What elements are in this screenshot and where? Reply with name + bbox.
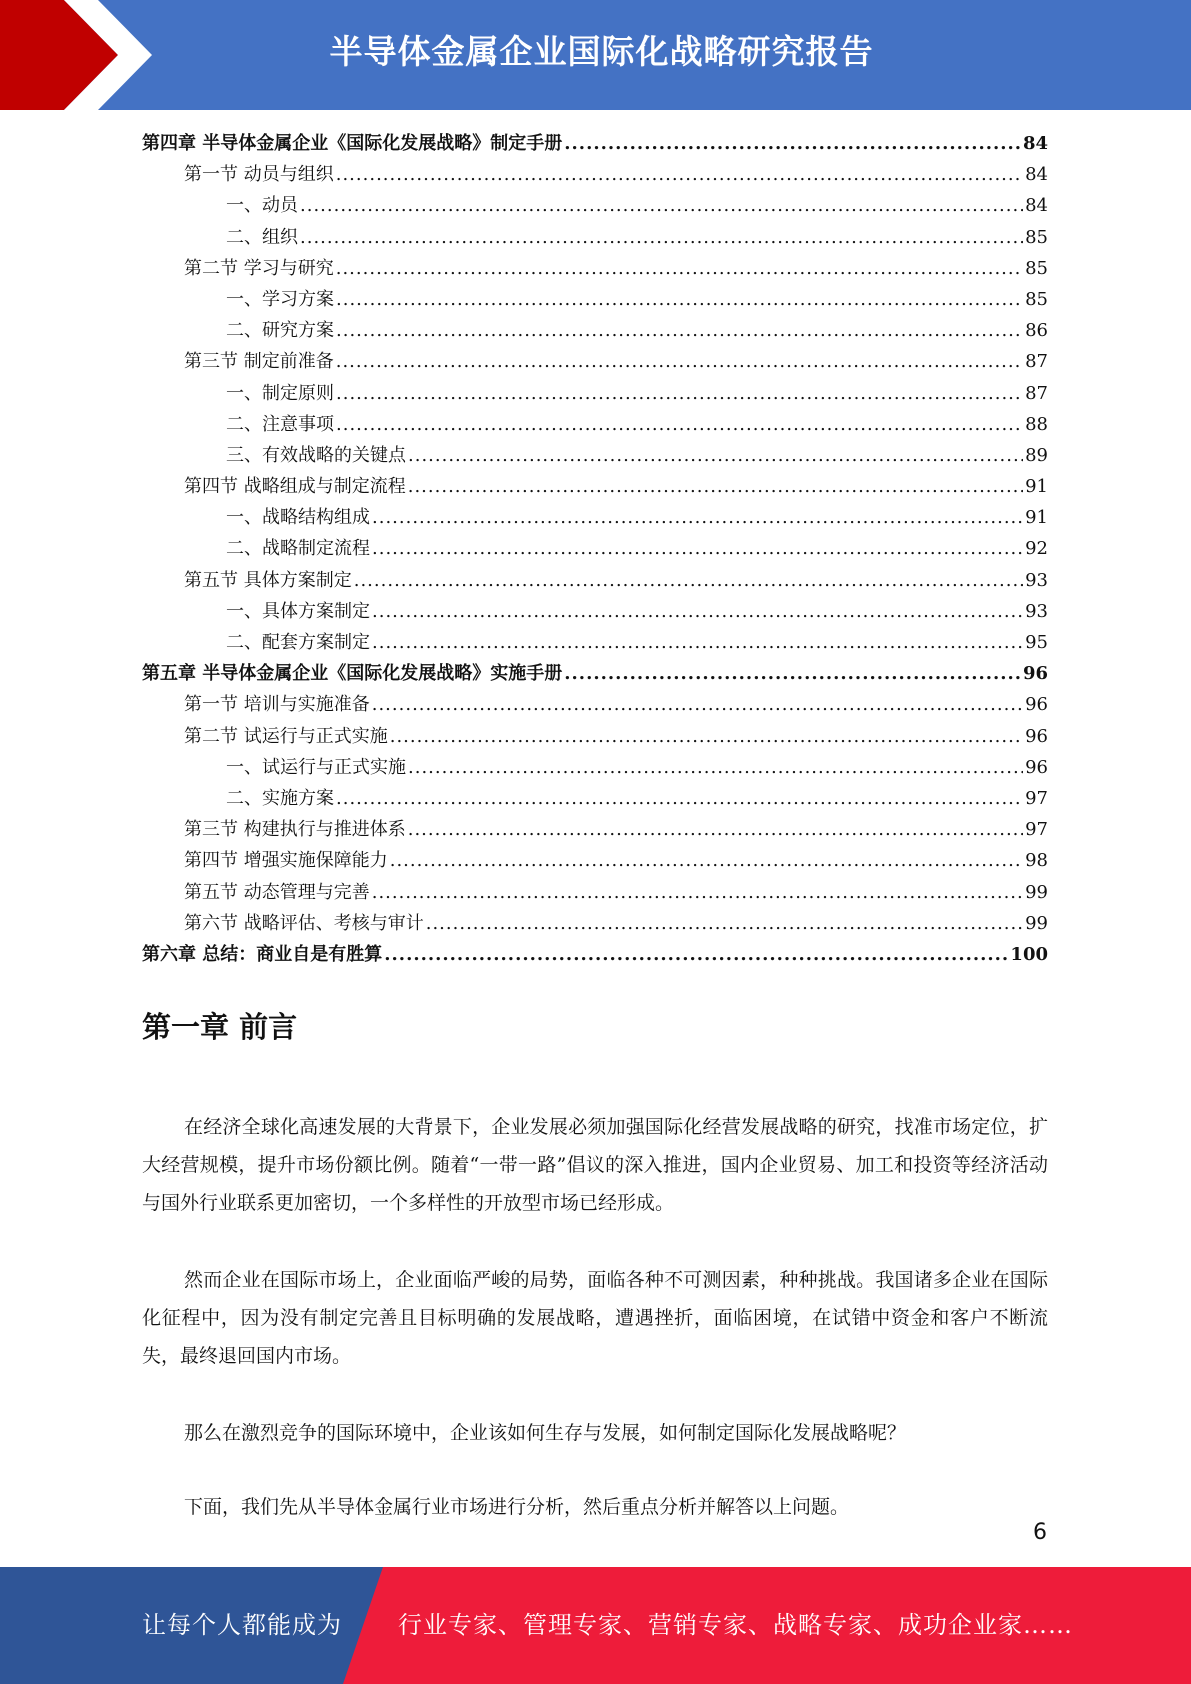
body-paragraph: 然而企业在国际市场上，企业面临严峻的局势，面临各种不可测因素，种种挑战。我国诸多企业在国际化征程中，因为没有制定完善且目标明确的发展战略，遭遇挫折，面临困境，在试错中资金和客户不断流失，最终退回国内市场。 xyxy=(142,1269,1048,1367)
toc-entry[interactable] xyxy=(142,565,1048,596)
toc-entry-page: 98 xyxy=(1025,850,1048,872)
toc-entry-page: 84 xyxy=(1025,195,1048,217)
toc-entry-title: 第五节 动态管理与完善 xyxy=(184,881,370,903)
table-of-contents xyxy=(142,128,1048,970)
toc-entry-page: 92 xyxy=(1025,538,1048,560)
toc-entry-title: 一、试运行与正式实施 xyxy=(226,756,406,778)
toc-dot-leader xyxy=(372,596,1023,627)
toc-entry-title: 第三节 制定前准备 xyxy=(184,351,334,373)
toc-entry-title: 二、配套方案制定 xyxy=(226,632,370,653)
toc-entry-page: 91 xyxy=(1025,476,1048,498)
toc-entry-title: 二、研究方案 xyxy=(226,320,334,342)
toc-entry[interactable] xyxy=(142,440,1048,471)
body-paragraph: 在经济全球化高速发展的大背景下，企业发展必须加强国际化经营发展战略的研究，找准市场定位，扩大经营规模，提升市场份额比例。随着“一带一路”倡议的深入推进，国内企业贸易、加工和投资等经济活动与国外行业联系更加密切，一个多样性的开放型市场已经形成。 xyxy=(142,1116,1048,1214)
toc-entry[interactable] xyxy=(142,409,1048,440)
toc-entry-page: 89 xyxy=(1025,444,1048,466)
toc-entry[interactable] xyxy=(142,346,1048,377)
toc-dot-leader xyxy=(300,190,1023,221)
toc-entry-title: 一、具体方案制定 xyxy=(226,600,370,622)
toc-dot-leader xyxy=(336,253,1023,284)
toc-dot-leader xyxy=(336,783,1023,814)
toc-entry[interactable] xyxy=(142,533,1048,564)
toc-dot-leader xyxy=(564,128,1021,159)
toc-entry-page: 95 xyxy=(1025,632,1048,653)
body-paragraph: 那么在激烈竞争的国际环境中，企业该如何生存与发展，如何制定国际化发展战略呢？ xyxy=(184,1422,907,1444)
toc-entry[interactable] xyxy=(142,502,1048,533)
toc-entry-title: 第六节 战略评估、考核与审计 xyxy=(184,912,424,934)
toc-entry[interactable] xyxy=(142,315,1048,346)
toc-entry[interactable] xyxy=(142,689,1048,720)
toc-entry-page: 96 xyxy=(1025,756,1048,778)
toc-entry[interactable] xyxy=(142,783,1048,814)
toc-entry[interactable] xyxy=(142,128,1048,159)
toc-entry-page: 86 xyxy=(1025,320,1048,342)
toc-entry-page: 87 xyxy=(1025,382,1048,404)
page-footer xyxy=(0,1567,1191,1684)
toc-entry[interactable] xyxy=(142,939,1048,970)
toc-entry-title: 第四章 半导体金属企业《国际化发展战略》制定手册 xyxy=(142,133,563,154)
toc-entry-title: 二、组织 xyxy=(226,226,298,248)
toc-dot-leader xyxy=(336,159,1023,190)
toc-entry-page: 99 xyxy=(1025,912,1048,934)
toc-entry-title: 第五章 半导体金属企业《国际化发展战略》实施手册 xyxy=(142,663,563,685)
toc-dot-leader xyxy=(408,471,1023,502)
toc-entry[interactable] xyxy=(142,658,1048,689)
chapter-title: 第一章 前言 xyxy=(142,1010,298,1044)
toc-entry[interactable] xyxy=(142,908,1048,939)
toc-dot-leader xyxy=(390,845,1023,876)
toc-dot-leader xyxy=(336,315,1023,346)
toc-entry-page: 96 xyxy=(1025,694,1048,716)
toc-entry-page: 84 xyxy=(1022,133,1048,154)
toc-entry[interactable] xyxy=(142,752,1048,783)
toc-entry-page: 97 xyxy=(1025,819,1048,841)
toc-entry-title: 第四节 增强实施保障能力 xyxy=(184,850,388,872)
toc-entry-title: 第五节 具体方案制定 xyxy=(184,569,352,591)
toc-dot-leader xyxy=(564,658,1021,689)
toc-entry-page: 91 xyxy=(1025,507,1048,529)
toc-dot-leader xyxy=(300,222,1023,253)
toc-dot-leader xyxy=(372,627,1023,658)
toc-dot-leader xyxy=(336,409,1023,440)
toc-entry[interactable] xyxy=(142,845,1048,876)
toc-entry-page: 93 xyxy=(1025,569,1048,591)
toc-dot-leader xyxy=(408,752,1023,783)
body-paragraph: 下面，我们先从半导体金属行业市场进行分析，然后重点分析并解答以上问题。 xyxy=(184,1496,850,1518)
toc-entry-title: 第一节 培训与实施准备 xyxy=(184,694,370,716)
toc-dot-leader xyxy=(336,346,1023,377)
toc-entry[interactable] xyxy=(142,471,1048,502)
toc-dot-leader xyxy=(336,284,1023,315)
toc-entry-page: 100 xyxy=(1010,943,1048,965)
footer-slogan-left: 让每个人都能成为 xyxy=(142,1611,342,1639)
toc-dot-leader xyxy=(372,877,1023,908)
toc-dot-leader xyxy=(354,565,1023,596)
toc-dot-leader xyxy=(408,440,1023,471)
toc-entry[interactable] xyxy=(142,284,1048,315)
toc-entry[interactable] xyxy=(142,596,1048,627)
toc-entry[interactable] xyxy=(142,222,1048,253)
toc-entry-page: 85 xyxy=(1025,226,1048,248)
toc-entry-title: 二、注意事项 xyxy=(226,413,334,435)
toc-dot-leader xyxy=(336,378,1023,409)
toc-entry-page: 85 xyxy=(1025,288,1048,310)
toc-dot-leader xyxy=(372,502,1023,533)
toc-entry-page: 97 xyxy=(1025,787,1048,809)
toc-entry-page: 99 xyxy=(1025,881,1048,903)
toc-entry[interactable] xyxy=(142,814,1048,845)
toc-dot-leader xyxy=(384,939,1008,970)
toc-entry[interactable] xyxy=(142,721,1048,752)
toc-dot-leader xyxy=(390,721,1023,752)
toc-dot-leader xyxy=(426,908,1023,939)
toc-entry-page: 88 xyxy=(1025,413,1048,435)
toc-entry-title: 第二节 试运行与正式实施 xyxy=(184,725,388,747)
toc-entry-page: 96 xyxy=(1025,725,1048,747)
toc-entry-title: 一、动员 xyxy=(226,195,298,217)
toc-dot-leader xyxy=(372,533,1023,564)
footer-slogan-right: 行业专家、管理专家、营销专家、战略专家、成功企业家…… xyxy=(398,1611,1073,1639)
toc-entry-page: 93 xyxy=(1025,600,1048,622)
toc-entry-page: 84 xyxy=(1025,164,1048,186)
toc-entry-page: 87 xyxy=(1025,351,1048,373)
toc-entry-title: 三、有效战略的关键点 xyxy=(226,444,406,466)
toc-entry-title: 第一节 动员与组织 xyxy=(184,164,334,186)
toc-entry[interactable] xyxy=(142,627,1048,658)
toc-entry-title: 第三节 构建执行与推进体系 xyxy=(184,819,406,841)
page-number: 6 xyxy=(1033,1520,1047,1545)
toc-entry-title: 第六章 总结：商业自是有胜算 xyxy=(142,943,383,965)
toc-entry-title: 一、学习方案 xyxy=(226,288,334,310)
toc-entry-title: 二、战略制定流程 xyxy=(226,538,370,560)
toc-entry[interactable] xyxy=(142,159,1048,190)
page-header xyxy=(0,0,1191,110)
toc-entry-title: 第二节 学习与研究 xyxy=(184,257,334,279)
toc-entry-title: 第四节 战略组成与制定流程 xyxy=(184,476,406,498)
toc-entry[interactable] xyxy=(142,190,1048,221)
toc-entry-title: 一、制定原则 xyxy=(226,382,334,404)
header-title: 半导体金属企业国际化战略研究报告 xyxy=(329,32,874,71)
toc-entry-page: 85 xyxy=(1025,257,1048,279)
toc-entry-page: 96 xyxy=(1022,663,1048,685)
toc-dot-leader xyxy=(408,814,1023,845)
toc-dot-leader xyxy=(372,689,1023,720)
toc-entry[interactable] xyxy=(142,253,1048,284)
toc-entry-title: 一、战略结构组成 xyxy=(226,507,370,529)
toc-entry-title: 二、实施方案 xyxy=(226,787,334,809)
toc-entry[interactable] xyxy=(142,378,1048,409)
toc-entry[interactable] xyxy=(142,877,1048,908)
